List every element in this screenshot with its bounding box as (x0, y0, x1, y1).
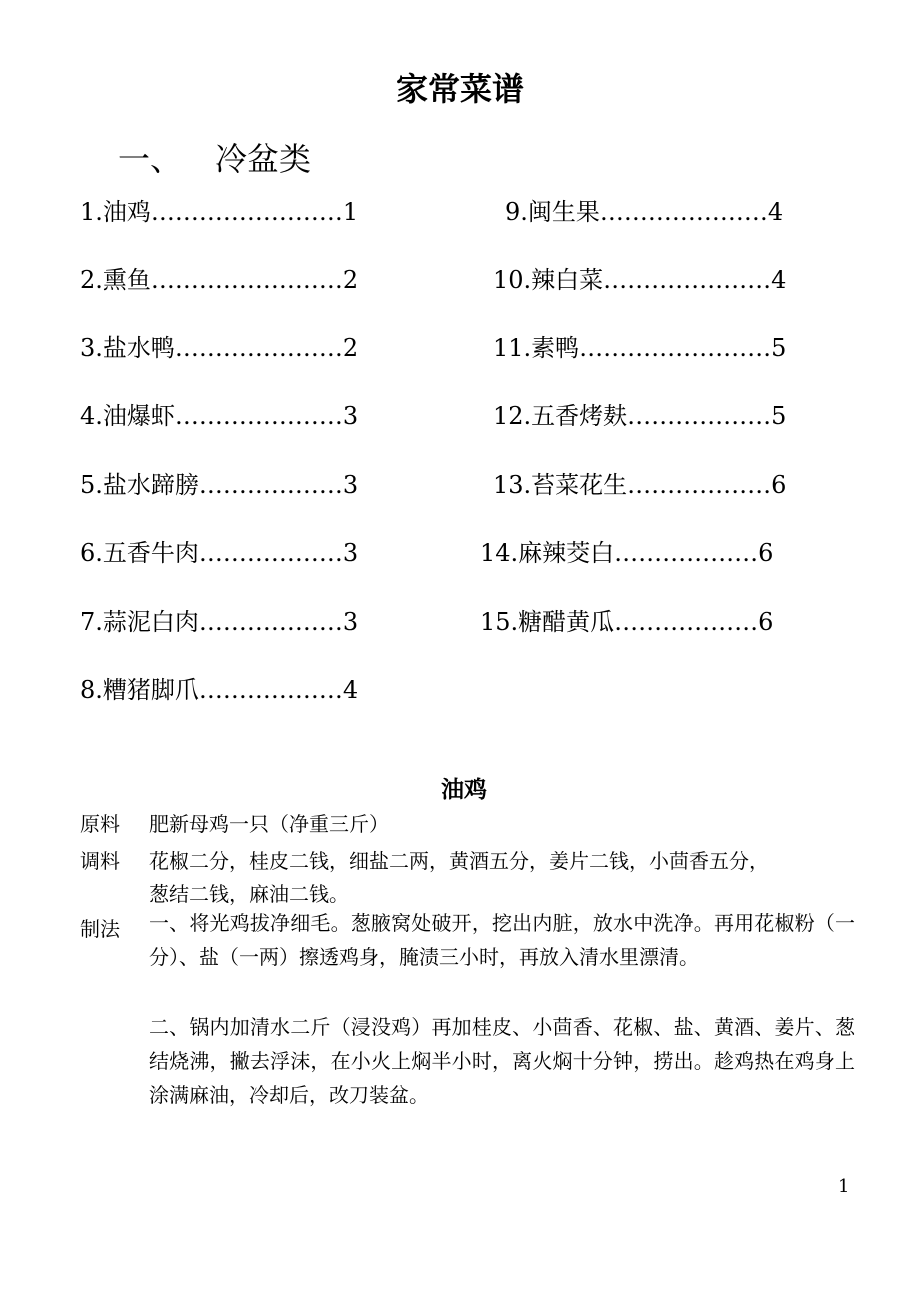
toc-item-page: 3 (342, 471, 359, 499)
method-label: 制法 (80, 917, 120, 941)
toc-item-label: 14.麻辣茭白 (480, 539, 615, 567)
toc-item-leader: ……………… (198, 676, 343, 704)
toc-item-label: 7.蒜泥白肉 (80, 608, 199, 636)
toc-item-leader: …………………… (150, 266, 343, 294)
toc-item (493, 396, 786, 431)
toc-item (480, 602, 773, 637)
document-title: 家常菜谱 (395, 70, 524, 108)
toc-item-label: 6.五香牛肉 (80, 539, 199, 567)
toc-item-leader: ………………… (174, 402, 343, 430)
toc-item (80, 670, 358, 705)
toc-item (80, 328, 358, 363)
toc-item-page: 6 (758, 608, 774, 636)
toc-item (80, 192, 358, 227)
section-number: 一、 (118, 140, 183, 178)
toc-item-leader: ……………… (614, 608, 759, 636)
toc-item-label: 12.五香烤麸 (493, 402, 628, 430)
toc-item-label: 8.糟猪脚爪 (80, 676, 199, 704)
toc-item-page: 4 (771, 266, 787, 294)
toc-item-leader: ……………… (627, 402, 772, 430)
ingredients-text: 肥新母鸡一只（净重三斤） (149, 812, 389, 836)
toc-item-page: 3 (342, 402, 359, 430)
toc-item (493, 328, 786, 363)
toc-item (505, 192, 783, 227)
toc-item-page: 4 (767, 198, 784, 226)
toc-item (80, 602, 358, 637)
toc-item-page: 3 (342, 539, 359, 567)
toc-item-label: 13.苔菜花生 (493, 471, 628, 499)
toc-item-page: 5 (771, 334, 787, 362)
toc-item-label: 4.油爆虾 (80, 402, 175, 430)
toc-item-label: 2.熏鱼 (80, 266, 151, 294)
toc-item-label: 1.油鸡 (80, 198, 151, 226)
toc-item (80, 396, 358, 431)
toc-item (80, 260, 358, 295)
seasoning-text-line-2: 葱结二钱，麻油二钱。 (149, 882, 349, 906)
toc-item-leader: ……………… (198, 608, 343, 636)
seasoning-label: 调料 (80, 849, 120, 873)
toc-item-page: 2 (342, 334, 359, 362)
toc-item-leader: ………………… (603, 266, 772, 294)
method-step-1: 一、将光鸡拔净细毛。葱腋窝处破开，挖出内脏，放水中洗净。再用花椒粉（一分）、盐（一两）擦透鸡身，腌渍三小时，再放入清水里漂清。 (149, 911, 855, 969)
toc-item-label: 15.糖醋黄瓜 (480, 608, 615, 636)
toc-item (493, 260, 786, 295)
toc-item-label: 3.盐水鸭 (80, 334, 175, 362)
toc-item-leader: …………………… (150, 198, 343, 226)
toc-item-label: 9.闽生果 (505, 198, 600, 226)
toc-item-leader: ……………… (198, 471, 343, 499)
toc-item-leader: ……………… (198, 539, 343, 567)
page-number: 1 (838, 1176, 850, 1197)
toc-item-page: 3 (342, 608, 359, 636)
toc-item (480, 533, 773, 568)
toc-item-leader: ……………… (614, 539, 759, 567)
toc-item-page: 4 (342, 676, 359, 704)
toc-item-page: 5 (771, 402, 787, 430)
seasoning-text-line-1: 花椒二分，桂皮二钱，细盐二两，黄酒五分，姜片二钱，小茴香五分， (149, 849, 769, 873)
toc-item-page: 2 (342, 266, 359, 294)
toc-item-label: 5.盐水蹄膀 (80, 471, 199, 499)
ingredients-label: 原料 (80, 812, 120, 836)
recipe-title: 油鸡 (441, 776, 487, 803)
method-step-2: 二、锅内加清水二斤（浸没鸡）再加桂皮、小茴香、花椒、盐、黄酒、姜片、葱结烧沸，撇去浮沫，在小火上焖半小时，离火焖十分钟，捞出。趁鸡热在鸡身上涂满麻油，冷却后，改刀装盆。 (149, 1015, 855, 1107)
toc-item-label: 10.辣白菜 (493, 266, 604, 294)
toc-item-leader: ……………… (627, 471, 772, 499)
toc-item (80, 465, 358, 500)
toc-item (493, 465, 786, 500)
toc-item-label: 11.素鸭 (493, 334, 580, 362)
toc-item-page: 6 (771, 471, 787, 499)
toc-item-page: 6 (758, 539, 774, 567)
section-title: 冷盆类 (215, 140, 312, 178)
toc-item-leader: ………………… (599, 198, 768, 226)
toc-item-leader: …………………… (579, 334, 772, 362)
toc-item-leader: ………………… (174, 334, 343, 362)
toc-item (80, 533, 358, 568)
toc-item-page: 1 (342, 198, 359, 226)
